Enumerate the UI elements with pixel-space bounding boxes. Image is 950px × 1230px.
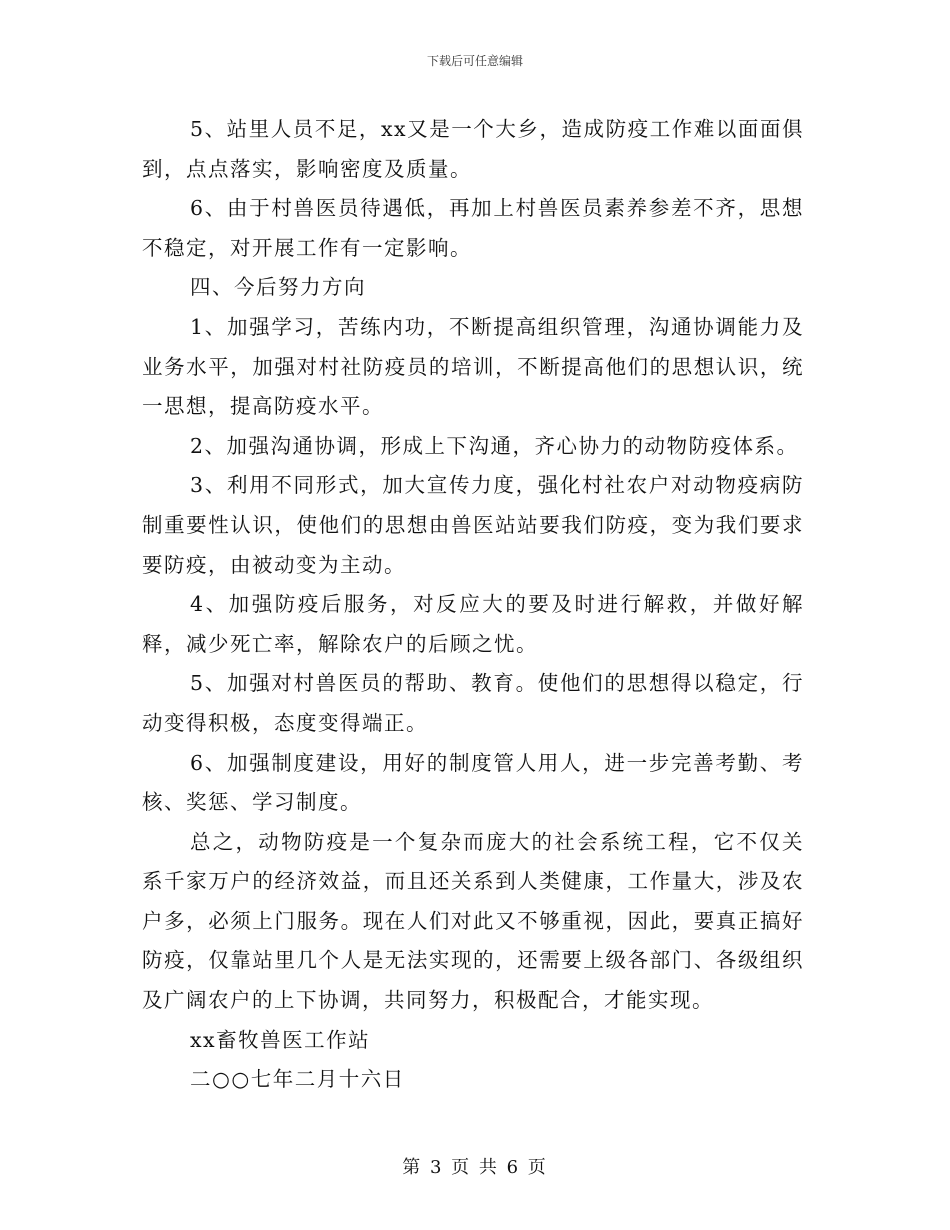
signature-organization: xx畜牧兽医工作站: [190, 1027, 371, 1052]
paragraph-direction-6: 6、加强制度建设，用好的制度管人用人，进一步完善考勤、考核、奖惩、学习制度。: [142, 750, 804, 815]
paragraph-direction-5: 5、加强对村兽医员的帮助、教育。使他们的思想得以稳定，行动变得积极，态度变得端正。: [142, 671, 804, 735]
page-header-note: 下载后可任意编辑: [426, 54, 523, 68]
paragraph-direction-1: 1、加强学习，苦练内功，不断提高组织管理，沟通协调能力及业务水平，加强对村社防疫员的培训，不断提高他们的思想认识，统一思想，提高防疫水平。: [142, 314, 804, 419]
paragraph-item-6-vet-pay: 6、由于村兽医员待遇低，再加上村兽医员素养参差不齐，思想不稳定，对开展工作有一定影响。: [142, 196, 804, 260]
paragraph-item-5-staffing: 5、站里人员不足，xx又是一个大乡，造成防疫工作难以面面俱到，点点落实，影响密度及质量。: [142, 117, 804, 181]
paragraph-direction-4: 4、加强防疫后服务，对反应大的要及时进行解救，并做好解释，减少死亡率，解除农户的后顾之忧。: [142, 592, 804, 656]
signature-date: 二○○七年二月十六日: [190, 1067, 405, 1092]
section-heading-future-direction: 四、今后努力方向: [190, 275, 366, 300]
document-body: [142, 110, 804, 1100]
paragraph-conclusion: 总之，动物防疫是一个复杂而庞大的社会系统工程，它不仅关系千家万户的经济效益，而且还关系到人类健康，工作量大，涉及农户多，必须上门服务。现在人们对此又不够重视，因此，要真正搞好防疫，仅靠站里几个人是无法实现的，还需要上级各部门、各级组织及广阔农户的上下协调，共同努力，积极配合，才能实现。: [142, 829, 804, 1013]
paragraph-direction-3: 3、利用不同形式，加大宣传力度，强化村社农户对动物疫病防制重要性认识，使他们的思想由兽医站站要我们防疫，变为我们要求要防疫，由被动变为主动。: [142, 473, 804, 577]
paragraph-direction-2: 2、加强沟通协调，形成上下沟通，齐心协力的动物防疫体系。: [190, 433, 799, 458]
page-number-footer: 第 3 页 共 6 页: [402, 1157, 548, 1178]
